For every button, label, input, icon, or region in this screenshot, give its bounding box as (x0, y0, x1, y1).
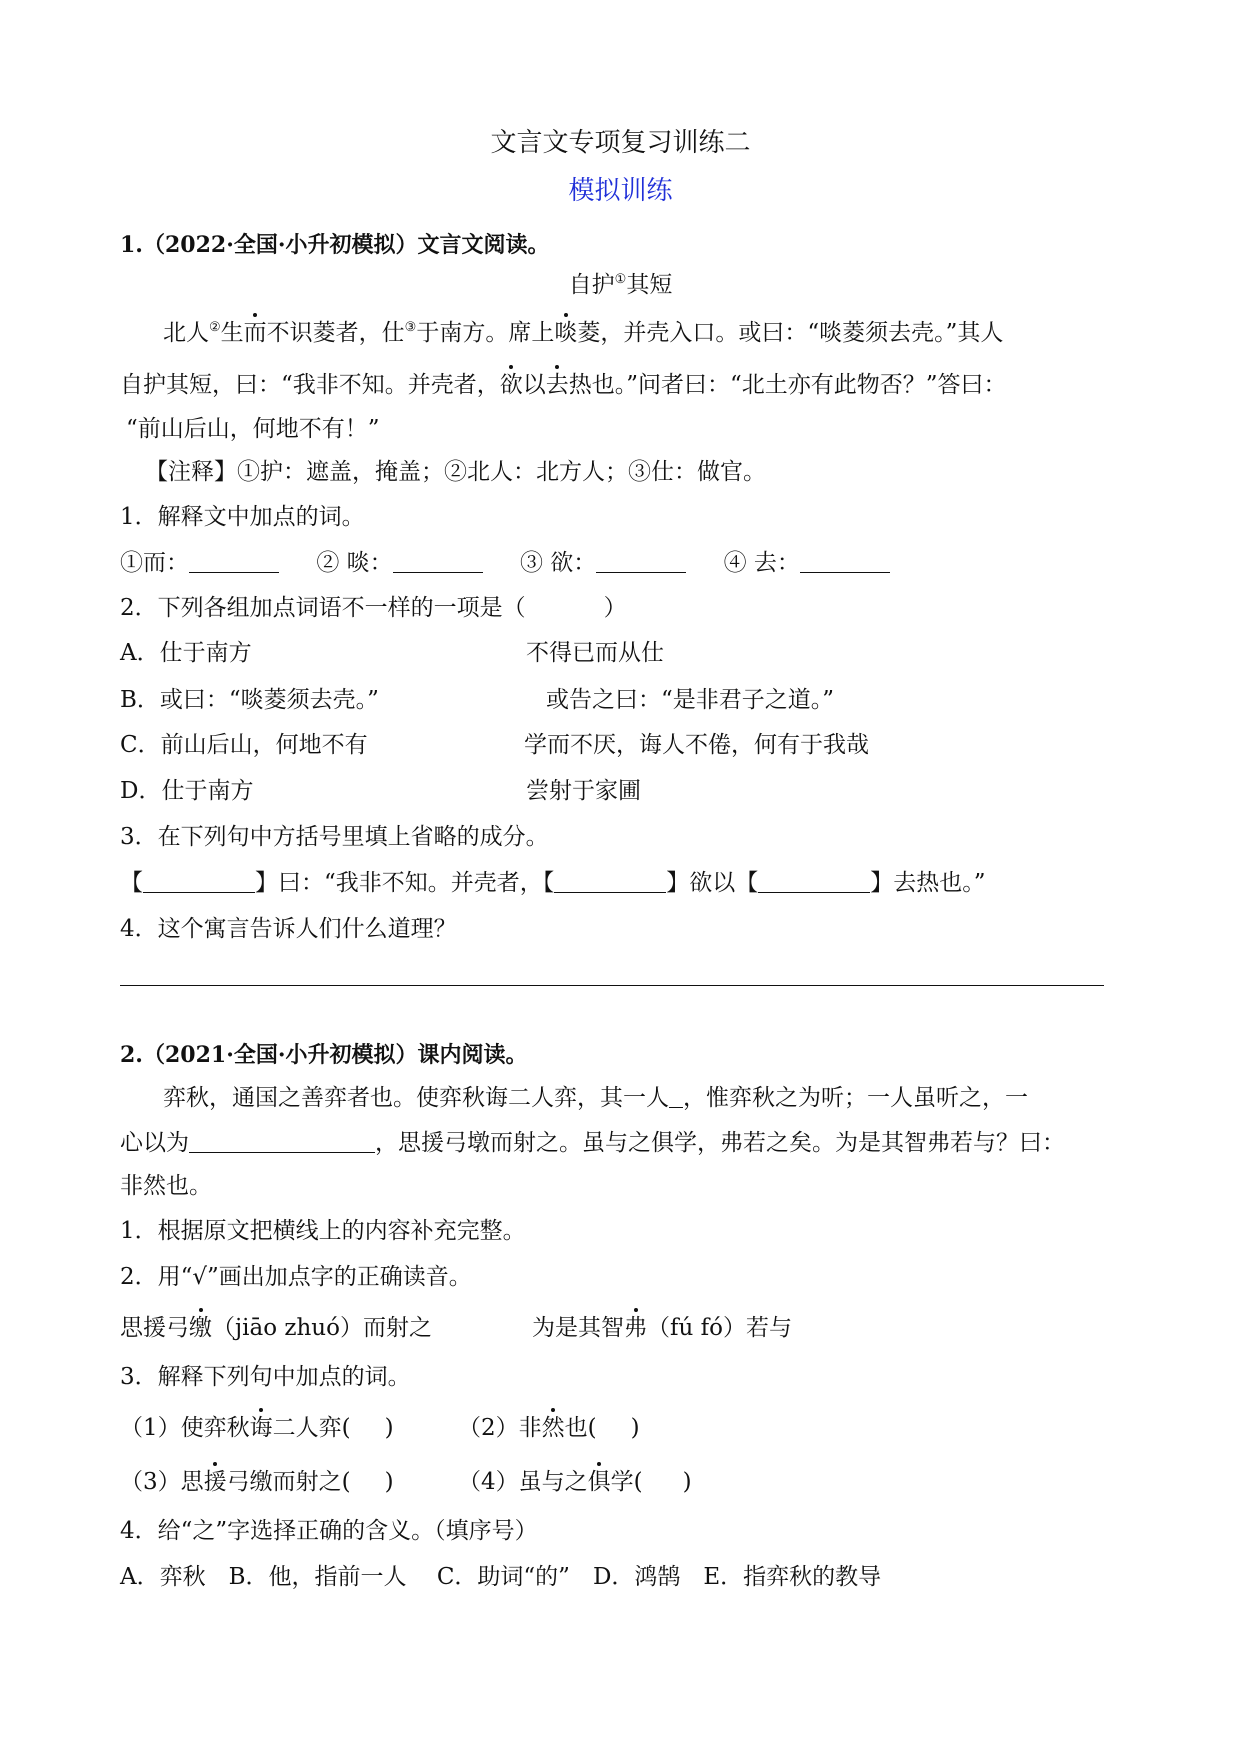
option-b-right: 或告之曰：“是非君子之道。” (546, 687, 835, 713)
explain-item-2: （2）非然也( ) (458, 1415, 640, 1441)
q2-sub3: 3．解释下列句中加点的词。 (120, 1364, 411, 1390)
question-2-heading: 2.（2021·全国·小升初模拟）课内阅读。 (120, 1042, 528, 1068)
answer-blank[interactable] (596, 550, 686, 573)
zhi-choices: A．弈秋 B．他，指前一人 C．助词“的” D．鸿鹄 E．指弈秋的教导 (120, 1564, 882, 1590)
answer-blank[interactable] (143, 870, 255, 893)
option-d-right: 尝射于家圃 (526, 778, 641, 804)
dotted-char: 欲 (499, 372, 523, 398)
q2-sub4: 4．给“之”字选择正确的含义。（填序号） (120, 1518, 538, 1544)
option-b-left: B．或曰：“啖菱须去壳。” (120, 687, 379, 713)
q1-sub4: 4．这个寓言告诉人们什么道理？ (120, 916, 457, 942)
dotted-char: 援 (203, 1469, 227, 1495)
option-a-left: A．仕于南方 (120, 640, 252, 666)
explain-item-4: （4）虽与之俱学( ) (458, 1469, 692, 1495)
q1-sub3-fill: 【 】曰：“我非不知。并壳者，【 】欲以【 】去热也。” (120, 870, 986, 896)
passage-title: 自护①其短 (568, 272, 673, 298)
q1-sub3: 3．在下列句中方括号里填上省略的成分。 (120, 824, 549, 850)
explain-item-3: （3）思援弓缴而射之( ) (120, 1469, 394, 1495)
answer-blank[interactable] (758, 870, 870, 893)
q1-sub2: 2．下列各组加点词语不一样的一项是（ ） (120, 595, 627, 621)
answer-blank[interactable] (554, 870, 666, 893)
answer-blank[interactable] (800, 550, 890, 573)
q1-sub1-answers: ①而： ② 啖： ③ 欲： ④ 去： (120, 548, 890, 578)
page-subtitle: 模拟训练 (568, 176, 673, 206)
passage2-line-1: 弈秋，通国之善弈者也。使弈秋诲二人弈，其一人 ，惟弈秋之为听；一人虽听之，一 (163, 1085, 1028, 1111)
passage2-line-3: 非然也。 (120, 1173, 212, 1199)
dotted-char: 弗 (624, 1315, 647, 1341)
dotted-char: 去 (545, 372, 569, 398)
explain-item-1: （1）使弈秋诲二人弈( ) (120, 1415, 394, 1441)
dotted-char: 而 (243, 320, 267, 346)
q2-sub1: 1．根据原文把横线上的内容补充完整。 (120, 1218, 526, 1244)
option-d-left: D．仕于南方 (120, 778, 254, 804)
question-1-heading: 1.（2022·全国·小升初模拟）文言文阅读。 (120, 232, 550, 258)
answer-blank[interactable] (393, 550, 483, 573)
page-title: 文言文专项复习训练二 (490, 128, 751, 158)
annotation-note: 【注释】①护：遮盖，掩盖；②北人：北方人；③仕：做官。 (145, 459, 766, 485)
dotted-char: 诲 (249, 1415, 273, 1441)
pronunciation-right: 为是其智弗（fú fó）若与 (532, 1315, 792, 1341)
passage-line-2: 自护其短，曰：“我非不知。并壳者，欲以去热也。”问者曰：“北土亦有此物否？”答曰： (120, 372, 1007, 398)
q1-sub1: 1．解释文中加点的词。 (120, 504, 365, 530)
passage-line-3: “前山后山，何地不有！” (126, 416, 380, 442)
dotted-char: 然 (541, 1415, 565, 1441)
option-c-left: C．前山后山，何地不有 (120, 732, 368, 758)
answer-blank[interactable] (669, 1085, 683, 1108)
pronunciation-left: 思援弓缴（jiāo zhuó）而射之 (120, 1315, 432, 1341)
q2-sub2: 2．用“√”画出加点字的正确读音。 (120, 1264, 472, 1290)
option-a-right: 不得已而从仕 (526, 640, 664, 666)
answer-line[interactable] (120, 985, 1104, 986)
dotted-char: 啖 (554, 320, 578, 346)
option-c-right: 学而不厌，诲人不倦，何有于我哉 (524, 732, 869, 758)
answer-blank[interactable] (189, 550, 279, 573)
passage2-line-2: 心以为 ，思援弓墩而射之。虽与之俱学，弗若之矣。为是其智弗若与？曰： (120, 1130, 1065, 1156)
dotted-char: 俱 (587, 1469, 611, 1495)
dotted-char: 缴 (189, 1315, 212, 1341)
passage-line-1: 北人②生而不识菱者，仕③于南方。席上啖菱，并壳入口。或曰：“啖菱须去壳。”其人 (163, 320, 1004, 346)
answer-blank[interactable] (189, 1130, 375, 1153)
